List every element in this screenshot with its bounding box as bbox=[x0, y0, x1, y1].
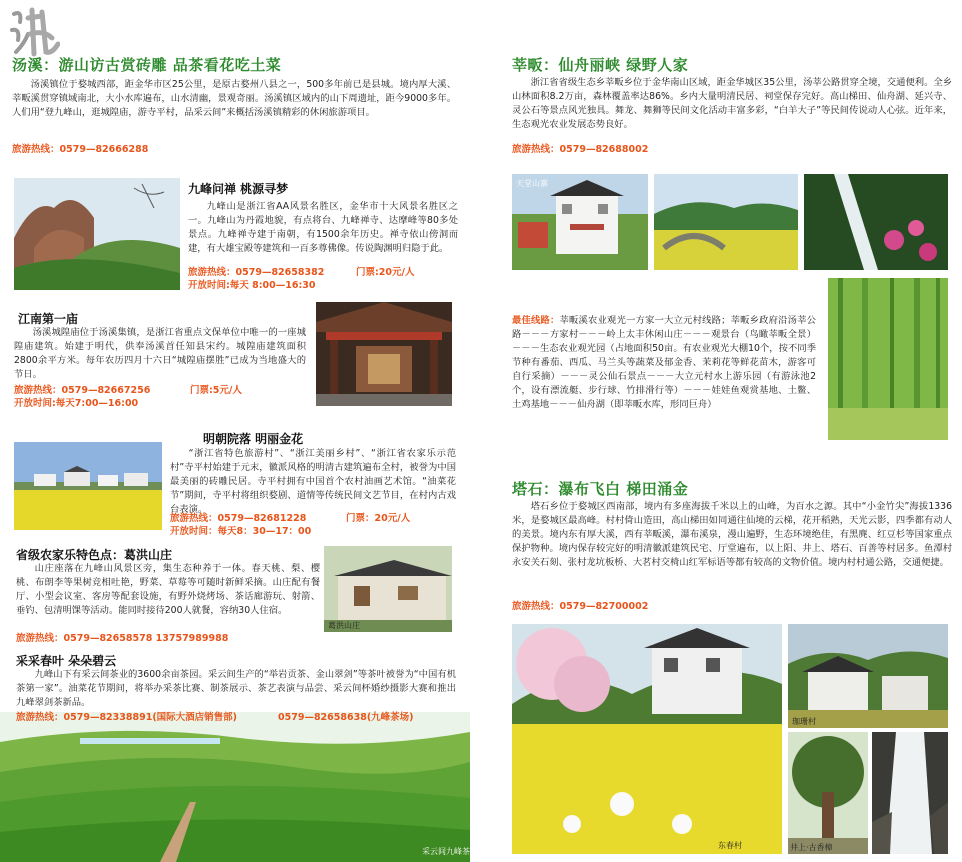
siping-body: “浙江省特色旅游村”、“浙江美丽乡村”、“浙江省农家乐示范村”寺平村始建于元末，徽派风格的明清古建筑遍布全村，被誉为中国最美丽的砖雕民居。寺平村拥有中国首个农村油画艺术馆。“油菜花节”期间，寺平村将组织婺剧、道情等传统民间文艺节目，在村内古戏台表演。 bbox=[170, 448, 456, 515]
shenfan-hotline: 旅游热线：0579—82688002 bbox=[512, 144, 649, 155]
tashi-body: 塔石乡位于婺城区西南部，境内有多座海拔千米以上的山峰，为百水之源。其中“小金竹尖”海拔1336米，是婺城区最高峰。村村倚山造田，高山梯田如同通往仙境的云梯，花开稻熟，天光云影，四季都有动人的美景。境内东有厚大溪，西有莘畈溪，瀑布溪泉，漫山遍野，生态环境绝佳，有黑麂、红豆杉等国家重点保护物种。境内保存较完好的明清徽派建筑民宅、厅堂遍布，以上阳、井上、塔石、百善等村居多。鱼潭村永安关石刻、张村龙坑板桥、大茗村交椅山红军标语等都有较高的文物价值。境内村村通公路，交通便捷。 bbox=[512, 501, 952, 568]
miao-hotline: 旅游热线：0579—82667256 bbox=[14, 385, 151, 396]
siping-hotline: 旅游热线：0579—82681228 bbox=[170, 513, 307, 524]
jiufeng-title: 九峰问禅 桃源寻梦 bbox=[188, 182, 289, 196]
gehong-body: 山庄座落在九峰山风景区旁，集生态种养于一体。春天桃、梨、樱桃、布朗李等果树竞相吐艳，野菜、草莓等可随时新鲜采摘。山庄配有餐厅、小型会议室、客房等配套设施，有野外烧烤场、茶话廊游玩、射箭、垂钓、包清明馃等活动。能同时接待200人就餐，容纳30人住宿。 bbox=[16, 563, 320, 616]
miao-title: 江南第一庙 bbox=[18, 312, 79, 326]
siping-village-photo bbox=[14, 442, 162, 530]
jiufeng-ticket: 门票:20元/人 bbox=[356, 267, 415, 278]
waterfall-flower-photo bbox=[804, 174, 948, 270]
miao-hours: 开放时间:每天7:00—16:00 bbox=[14, 398, 139, 409]
siping-title: 明朝院落 明丽金花 bbox=[203, 432, 304, 446]
calligraphy-logo bbox=[8, 4, 60, 58]
route-text: 莘畈溪农业观光一方家一大立元村线路；莘畈乡政府沿汤莘公路－－－方家村－－－岭上太丰休闲山庄－－－观景台（鸟瞰莘畈全景）－－－生态农业观光园（占地面积50亩。有农业观光大棚10个，按不同季节种有番茄、西瓜、马兰头等蔬菜及郁金香、茉莉花等鲜花苗木，游客可自行采摘）－－－灵公仙石景点－－－大立元村水上游乐园（有游泳池2个，设有漂流艇、步行球、竹排滑行等）－－－娃娃鱼观赏基地、土鳖、土鸡基地－－－仙舟湖（即莘畈水库，形同巨舟） bbox=[512, 315, 816, 410]
waterfall-photo bbox=[872, 732, 948, 854]
camphor-caption: 井上·古香樟 bbox=[790, 843, 833, 852]
canola-village-photo bbox=[512, 624, 782, 854]
tea-title: 采采春叶 朵朵碧云 bbox=[16, 654, 117, 668]
route-body bbox=[512, 314, 816, 412]
tea-body: 九峰山下有采云间茶业的3600余亩茶园。采云间生产的“举岩贡茶、金山翠剑”等茶叶被誉为“中国有机茶第一家”。油菜花节期间，将举办采茶比赛、制茶展示、茶艺表演与品尝、采云间杯婚纱摄影大赛和推出九峰翠剑茶新品。 bbox=[16, 669, 456, 708]
siping-ticket: 门票：20元/人 bbox=[346, 513, 411, 524]
tea-hotline-2: 0579—82658638(九峰茶场) bbox=[278, 712, 414, 723]
miao-body: 汤溪城隍庙位于汤溪集镇，是浙江省重点文保单位中唯一的一座城隍庙建筑。始建于明代，供奉汤溪首任知县宋约。城隍庙建筑面积2800余平方米。每年农历四月十六日“城隍庙摆胜”已成为当地盛大的节日。 bbox=[14, 327, 306, 380]
shanshan-caption: 珈珊村 bbox=[792, 717, 816, 726]
temple-photo bbox=[316, 302, 452, 406]
route-label: 最佳线路： bbox=[512, 315, 560, 326]
jiufeng-hotline: 旅游热线：0579—82658382 bbox=[188, 267, 325, 278]
village-house-photo bbox=[788, 624, 948, 728]
shenfan-title: 莘畈：仙舟丽峡 绿野人家 bbox=[512, 56, 689, 74]
tea-photo-caption: 采云间九峰茶场 bbox=[422, 847, 478, 856]
tashi-hotline: 旅游热线：0579—82700002 bbox=[512, 601, 649, 612]
tangxi-body: 汤溪镇位于婺城西部，距金华市区25公里，是原古婺州八县之一，500多年前已是县城。境内厚大溪、莘畈溪贯穿镇域南北，大小水库遍布，山水清幽，景观奇丽。汤溪镇区域内的山下周遗址，距今9000多年。人们用“登九峰山，逛城隍庙，游寺平村，品采云间”来概括汤溪镇精彩的休闲旅游项目。 bbox=[12, 79, 456, 118]
shenfan-body: 浙江省省级生态乡莘畈乡位于金华南山区域，距金华城区35公里，汤莘公路贯穿全境，交通便利。全乡山林面积8.2万亩，森林覆盖率达86%。乡内大量明清民居、祠堂保存完好。高山梯田、仙舟湖、延兴寺、灵公石等景点风光独具。舞龙、舞狮等民间文化活动丰富多彩，“白羊大子”等民间传说动人心弦。近年来，生态观光农业发展态势良好。 bbox=[512, 77, 952, 130]
jiufeng-mountain-photo bbox=[14, 178, 180, 290]
tiantang-caption: 天堂山寨 bbox=[516, 179, 548, 188]
bridge-field-photo bbox=[654, 174, 798, 270]
tangxi-title: 汤溪：游山访古赏砖雕 品茶看花吃土菜 bbox=[12, 56, 282, 74]
jiufeng-hours: 开放时间:每天 8:00—16:30 bbox=[188, 280, 316, 291]
tangxi-hotline: 旅游热线：0579—82666288 bbox=[12, 144, 149, 155]
ancient-camphor-photo bbox=[788, 732, 868, 854]
jiufeng-body: 九峰山是浙江省AA风景名胜区，金华市十大风景名胜区之一。九峰山为丹霞地貌，有点将台、九峰禅寺、达摩峰等80多处景点。九峰禅寺建于南朝，有1500余年历史。禅寺依山傍洞而建，有大雄宝殿等建筑和一百多尊佛像。传说陶渊明归隐于此。 bbox=[188, 201, 458, 254]
gehong-title: 省级农家乐特色点：葛洪山庄 bbox=[16, 548, 173, 562]
tashi-title: 塔石：瀑布飞白 梯田涌金 bbox=[512, 480, 689, 498]
tea-field-photo bbox=[0, 712, 470, 862]
dongchun-caption: 东春村 bbox=[718, 841, 742, 850]
gehong-hotline: 旅游热线：0579—82658578 13757989988 bbox=[16, 633, 229, 644]
siping-hours: 开放时间：每天8：30—17：00 bbox=[170, 526, 312, 537]
tea-hotline-1: 旅游热线：0579—82338891(国际大酒店销售部) bbox=[16, 712, 238, 723]
gehong-photo-caption: 葛洪山庄 bbox=[328, 621, 360, 630]
bamboo-forest-photo bbox=[828, 278, 948, 440]
miao-ticket: 门票:5元/人 bbox=[190, 385, 242, 396]
